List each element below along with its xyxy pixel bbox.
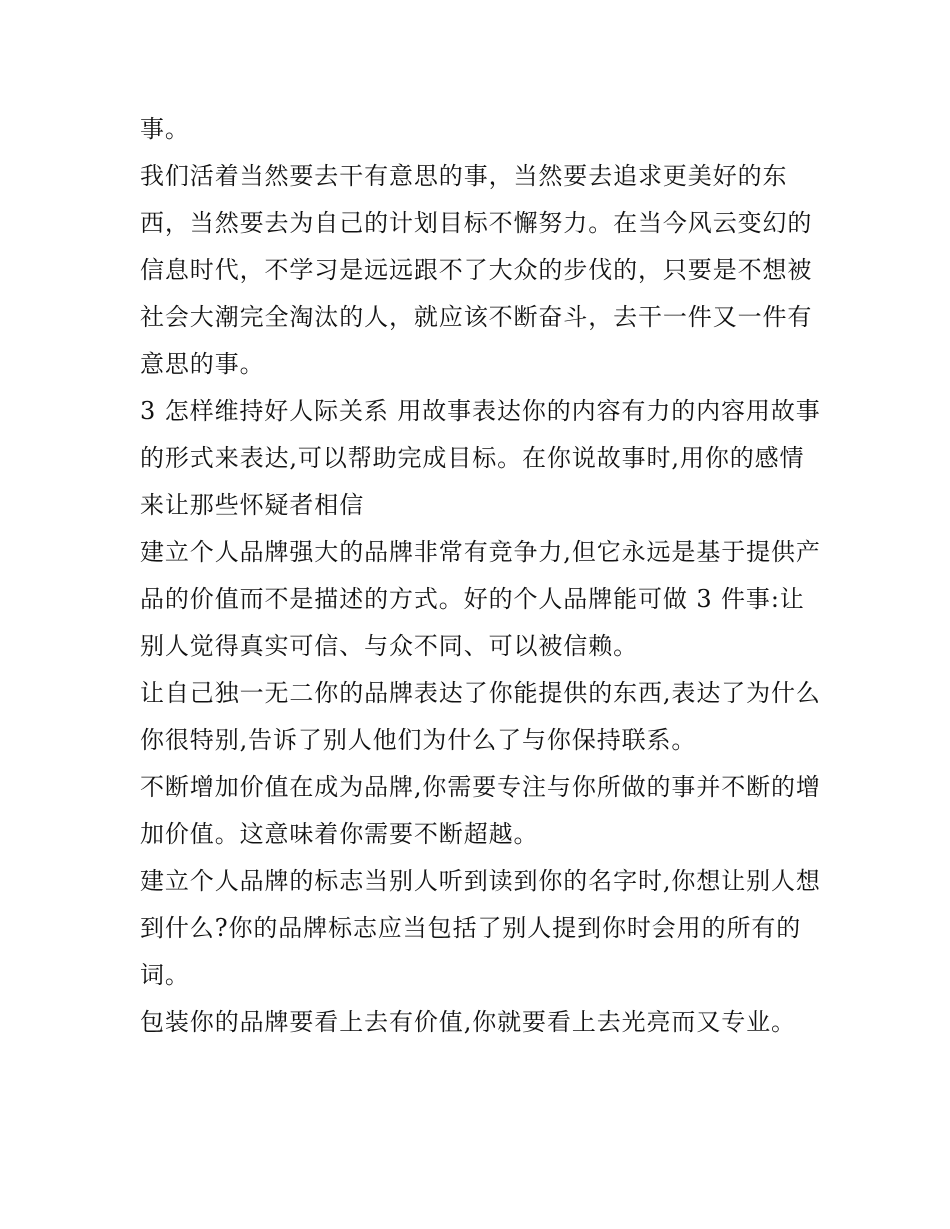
paragraph-4: 建立个人品牌强大的品牌非常有竞争力,但它永远是基于提供产品的价值而不是描述的方式。好的个人品牌能可做 3 件事:让别人觉得真实可信、与众不同、可以被信赖。: [140, 538, 821, 660]
paragraph-1: 事。: [140, 115, 190, 143]
paragraph-6: 不断增加价值在成为品牌,你需要专注与你所做的事并不断的增加价值。这意味着你需要不断超越。: [140, 773, 821, 848]
paragraph-2: 我们活着当然要去干有意思的事，当然要去追求更美好的东西，当然要去为自己的计划目标不懈努力。在当今风云变幻的信息时代，不学习是远远跟不了大众的步伐的，只要是不想被社会大潮完全淘汰的人，就应该不断奋斗，去干一件又一件有意思的事。: [140, 162, 813, 378]
paragraph-8: 包装你的品牌要看上去有价值,你就要看上去光亮而又专业。: [140, 1008, 796, 1036]
paragraph-7: 建立个人品牌的标志当别人听到读到你的名字时,你想让别人想到什么?你的品牌标志应当包括了别人提到你时会用的所有的词。: [140, 867, 821, 989]
paragraph-5: 让自己独一无二你的品牌表达了你能提供的东西,表达了为什么你很特别,告诉了别人他们为什么了与你保持联系。: [140, 679, 821, 754]
document-body: [140, 106, 825, 1046]
paragraph-3: 3 怎样维持好人际关系 用故事表达你的内容有力的内容用故事的形式来表达,可以帮助完成目标。在你说故事时,用你的感情来让那些怀疑者相信: [140, 397, 821, 519]
